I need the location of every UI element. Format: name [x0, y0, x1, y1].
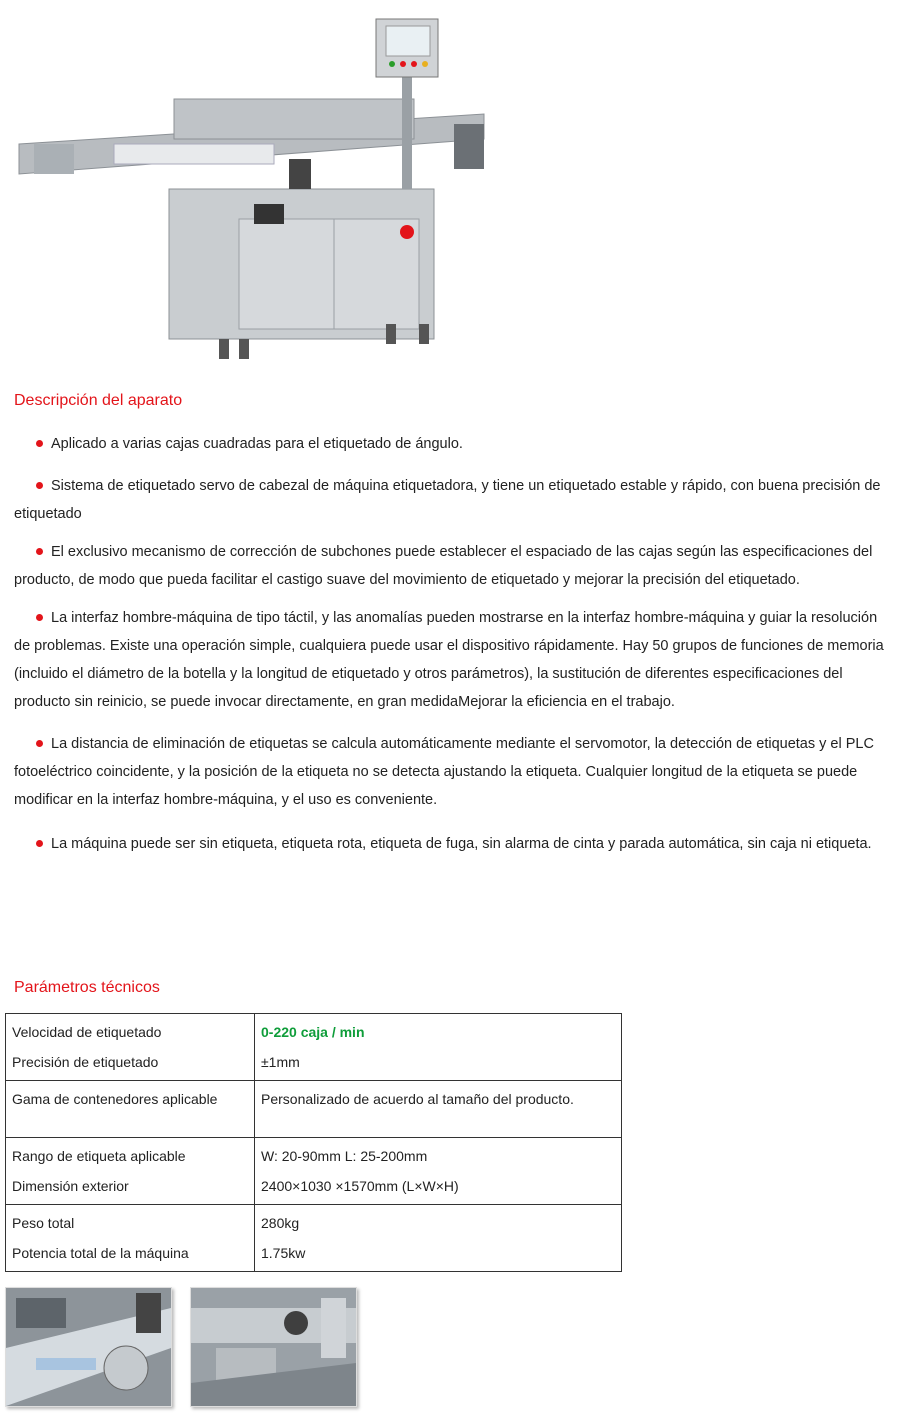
bullet-icon: [36, 548, 43, 555]
description-item: El exclusivo mecanismo de corrección de subchones puede establecer el espaciado de las cajas según las especificaciones del producto, de modo que pueda facilitar el castigo suave del movimiento de etiquetado y mejorar la precisión del etiquetado.: [14, 544, 873, 588]
detail-image-conveyor: [5, 1287, 172, 1407]
param-value: 2400×1030 ×1570mm (L×W×H): [261, 1178, 459, 1194]
description-item: Sistema de etiquetado servo de cabezal de máquina etiquetadora, y tiene un etiquetado estable y rápido, con buena precisión de etiquetado: [14, 478, 881, 522]
param-value: Personalizado de acuerdo al tamaño del producto.: [261, 1091, 574, 1107]
param-label: Gama de contenedores aplicable: [12, 1091, 218, 1107]
bullet-icon: [36, 840, 43, 847]
param-value: ±1mm: [261, 1054, 300, 1070]
table-row: [6, 1014, 622, 1081]
specs-table: [5, 1013, 622, 1272]
description-item: La distancia de eliminación de etiquetas se calcula automáticamente mediante el servomotor, la detección de etiquetas y el PLC fotoeléctrico coincidente, y la posición de la etiqueta no se detecta ajustando la etiqueta. Cualquier longitud de la etiqueta se puede modificar en la interfaz hombre-máquina, y el uso es conveniente.: [14, 736, 874, 808]
param-value: W: 20-90mm L: 25-200mm: [261, 1148, 428, 1164]
param-label: Dimensión exterior: [12, 1178, 129, 1194]
bullet-icon: [36, 482, 43, 489]
description-item: Aplicado a varias cajas cuadradas para el etiquetado de ángulo.: [14, 430, 886, 458]
description-list: [14, 430, 886, 858]
bullet-icon: [36, 740, 43, 747]
description-title: Descripción del aparato: [14, 392, 183, 409]
description-item: La máquina puede ser sin etiqueta, etiqueta rota, etiqueta de fuga, sin alarma de cinta y parada automática, sin caja ni etiqueta.: [14, 830, 886, 858]
param-label: Rango de etiqueta aplicable: [12, 1148, 186, 1164]
bullet-icon: [36, 440, 43, 447]
param-value: 0-220 caja / min: [261, 1024, 365, 1040]
table-row: [6, 1081, 622, 1138]
param-label: Peso total: [12, 1215, 75, 1231]
param-value: 280kg: [261, 1215, 300, 1231]
param-label: Precisión de etiquetado: [12, 1054, 159, 1070]
param-label: Velocidad de etiquetado: [12, 1024, 162, 1040]
table-row: [6, 1205, 622, 1272]
bullet-icon: [36, 614, 43, 621]
detail-image-label-head: [190, 1287, 357, 1407]
description-item: La interfaz hombre-máquina de tipo táctil, y las anomalías pueden mostrarse en la interfaz hombre-máquina y guiar la resolución de problemas. Existe una operación simple, cualquiera puede usar el dispositivo rápidamente. Hay 50 grupos de funciones de memoria (incluido el diámetro de la botella y la longitud de etiquetado y otros parámetros), la sustitución de diferentes especificaciones del producto sin reinicio, se puede invocar directamente, en gran medidaMejorar la eficiencia en el trabajo.: [14, 610, 884, 710]
labeling-machine-image: [14, 14, 494, 374]
param-label: Potencia total de la máquina: [12, 1245, 189, 1261]
params-title: Parámetros técnicos: [14, 979, 160, 996]
table-row: [6, 1138, 622, 1205]
param-value: 1.75kw: [261, 1245, 306, 1261]
